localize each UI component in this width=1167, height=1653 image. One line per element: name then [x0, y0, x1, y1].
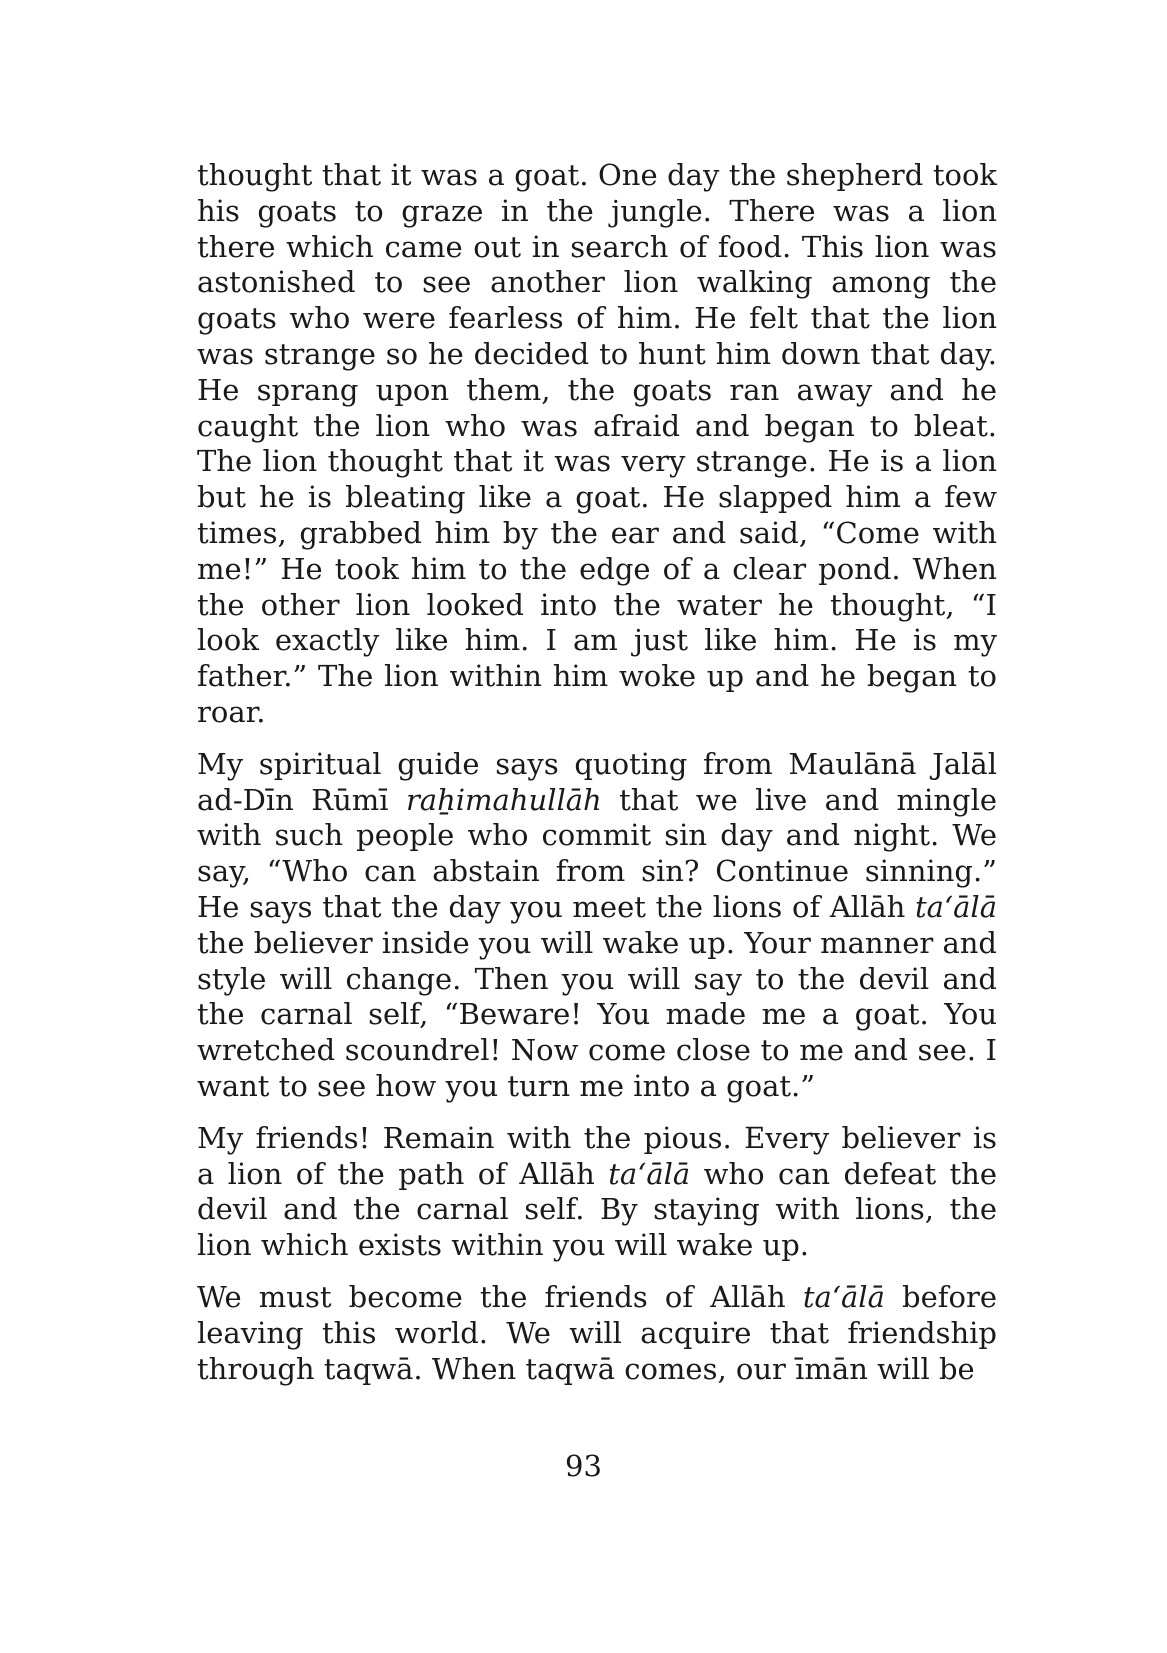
italic-honorific: ta‘ālā: [802, 1279, 885, 1314]
text-run: My spiritual guide says quoting from Maulānā Jalāl ad-Dīn Rūmī: [197, 746, 997, 817]
text-run: the believer inside you will wake up. Your manner and style will change. Then you will say to the devil and the carnal self, “Beware! You made me a goat. You wretched scoundrel! Now come close to me and see. I want to see how you turn me into a goat.”: [197, 925, 997, 1103]
text-run: We must become the friends of Allāh: [197, 1279, 803, 1314]
page-number: 93: [565, 1449, 602, 1483]
paragraph-spiritual-guide: [197, 747, 997, 1105]
italic-honorific: ta‘ālā: [608, 1156, 691, 1191]
text-run: before leaving this world. We will acquire that friendship through taqwā. When taqwā comes, our īmān will be: [197, 1279, 997, 1386]
italic-honorific: raẖimahullāh: [405, 782, 602, 817]
text-run: My friends! Remain with the pious. Every believer is a lion of the path of Allāh: [197, 1120, 997, 1191]
text-run: that we live and mingle with such people who commit sin day and night. We say, “Who can abstain from sin? Continue sinning.” He says that the day you meet the lions of Allāh: [197, 782, 998, 924]
paragraph-taqwa: [197, 1280, 997, 1387]
paragraph-lion-story: [197, 158, 997, 731]
page-body: [197, 158, 997, 1387]
text-run: who can defeat the devil and the carnal self. By staying with lions, the lion which exists within you will wake up.: [197, 1156, 997, 1263]
text-run: thought that it was a goat. One day the shepherd took his goats to graze in the jungle. There was a lion there which came out in search of food. This lion was astonished to see another lion walking among the goats who were fearless of him. He felt that the lion was strange so he decided to hunt him down that day. He sprang upon them, the goats ran away and he caught the lion who was afraid and began to bleat. The lion thought that it was very strange. He is a lion but he is bleating like a goat. He slapped him a few times, grabbed him by the ear and said, “Come with me!” He took him to the edge of a clear pond. When the other lion looked into the water he thought, “I look exactly like him. I am just like him. He is my father.” The lion within him woke up and he began to roar.: [197, 158, 997, 729]
paragraph-friends: [197, 1121, 997, 1264]
italic-honorific: ta‘ālā: [914, 889, 997, 924]
